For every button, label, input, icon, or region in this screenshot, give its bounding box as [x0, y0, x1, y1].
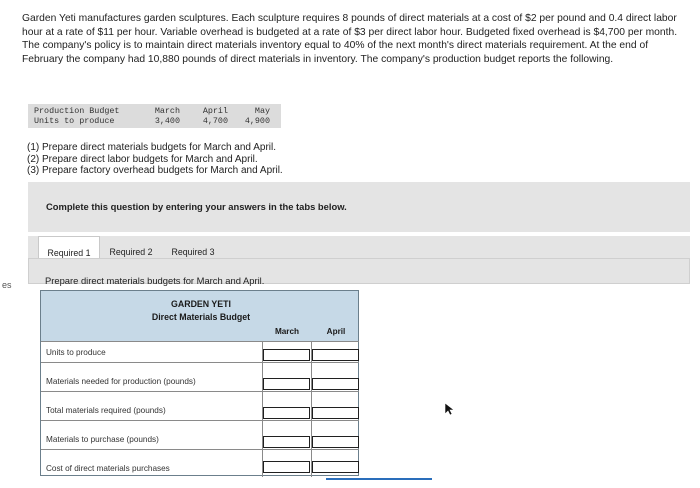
tab-instruction: Prepare direct materials budgets for March and April. [45, 275, 265, 286]
company-name: GARDEN YETI [171, 299, 231, 309]
column-header-march: March [274, 327, 300, 336]
units-may: 4,900 [244, 116, 270, 126]
tab-required-1[interactable]: Required 1 [38, 236, 100, 262]
input-total-materials-march[interactable] [263, 407, 310, 419]
row-divider [41, 420, 359, 421]
month-header-april: April [202, 106, 228, 116]
row-label-total-materials: Total materials required (pounds) [46, 406, 166, 415]
budget-title: Direct Materials Budget [151, 312, 251, 322]
input-materials-needed-march[interactable] [263, 378, 310, 390]
row-divider [41, 391, 359, 392]
row-label-units-to-produce: Units to produce [46, 348, 106, 357]
scroll-indicator [326, 478, 432, 480]
budget-header [41, 291, 358, 341]
task-item: (1) Prepare direct materials budgets for March and April. [27, 142, 276, 153]
input-materials-needed-april[interactable] [312, 378, 359, 390]
input-cost-purchases-march[interactable] [263, 461, 310, 473]
input-units-march[interactable] [263, 349, 310, 361]
direct-materials-budget-form [40, 290, 359, 476]
input-cost-purchases-april[interactable] [312, 461, 359, 473]
task-item: (2) Prepare direct labor budgets for March and April. [27, 153, 258, 165]
mouse-cursor-icon [444, 402, 456, 416]
units-march: 3,400 [154, 116, 180, 126]
problem-description: Garden Yeti manufactures garden sculptures. Each sculpture requires 8 pounds of direct materials at a cost of $2 per pound and 0.4 direct labor hour at a rate of $11 per hour. Variable overhead is budgeted at a rate of $3 per direct labor hour. Budgeted fixed overhead is $4,700 per month. The company's policy is to maintain direct materials inventory equal to 40% of the next month's direct materials requirement. At the end of February the company had 10,880 pounds of direct materials in inventory. The company's production budget reports the following. [22, 13, 678, 65]
month-header-march: March [154, 106, 180, 116]
tab-required-3[interactable]: Required 3 [164, 236, 222, 261]
column-header-april: April [326, 327, 346, 336]
row-label-materials-to-purchase: Materials to purchase (pounds) [46, 435, 159, 444]
row-label-materials-needed: Materials needed for production (pounds) [46, 377, 196, 386]
edge-label: es [2, 280, 12, 290]
production-budget-label: Production Budget [34, 106, 120, 116]
row-divider [41, 362, 359, 363]
input-materials-purchase-march[interactable] [263, 436, 310, 448]
units-to-produce-label: Units to produce [34, 116, 115, 126]
units-april: 4,700 [202, 116, 228, 126]
tab-required-2[interactable]: Required 2 [102, 236, 160, 261]
row-divider [41, 341, 359, 342]
input-materials-purchase-april[interactable] [312, 436, 359, 448]
production-budget-table [28, 104, 281, 128]
complete-prompt: Complete this question by entering your answers in the tabs below. [46, 201, 347, 212]
row-label-cost-of-purchases: Cost of direct materials purchases [46, 464, 170, 473]
input-units-april[interactable] [312, 349, 359, 361]
input-total-materials-april[interactable] [312, 407, 359, 419]
month-header-may: May [254, 106, 270, 116]
row-divider [41, 449, 359, 450]
task-item: (3) Prepare factory overhead budgets for March and April. [27, 165, 283, 177]
task-list [27, 142, 283, 177]
